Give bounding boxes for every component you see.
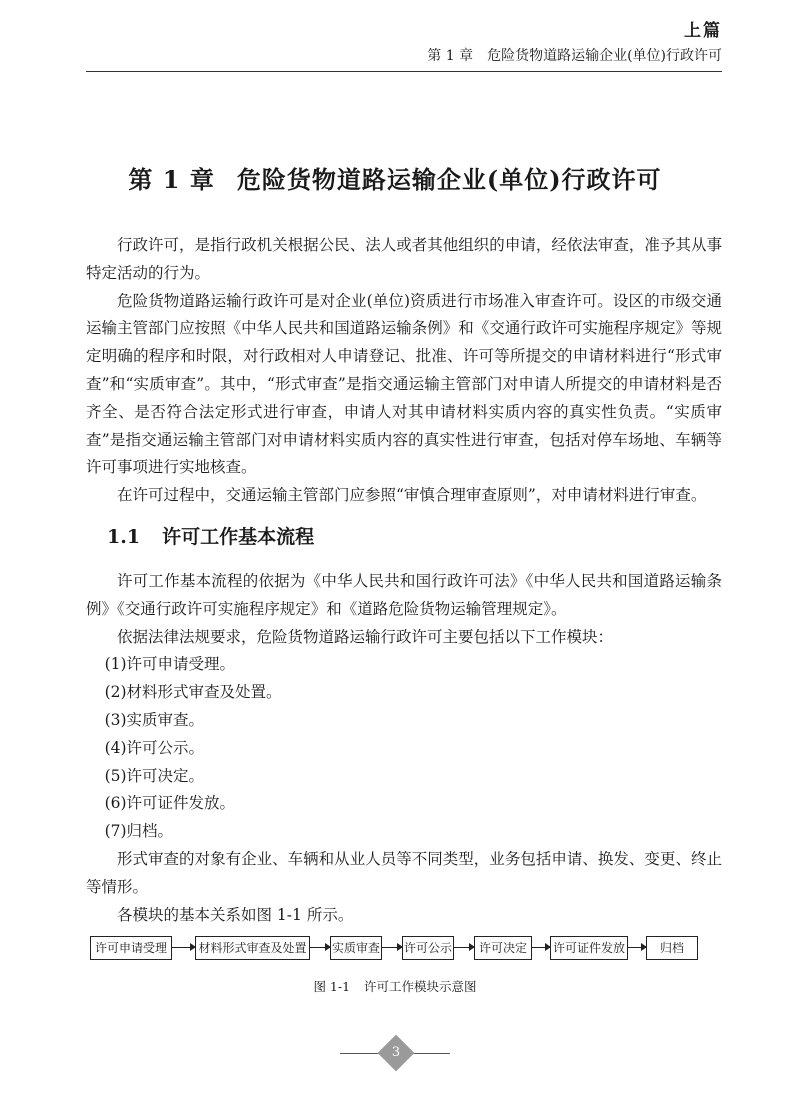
list-item: (2)材料形式审查及处置。	[104, 683, 282, 702]
flow-step-box: 许可公示	[402, 936, 454, 960]
paragraph: 许可工作基本流程的依据为《中华人民共和国行政许可法》《中华人民共和国道路运输条例》《交通行政许可实施程序规定》和《道路危险货物运输管理规定》。	[86, 572, 722, 618]
chapter-title-text: 危险货物道路运输企业(单位)行政许可	[236, 165, 662, 194]
part-label: 上篇	[684, 21, 722, 41]
chapter-title	[0, 160, 790, 195]
running-header	[427, 20, 722, 66]
flow-step-box: 归档	[646, 936, 698, 960]
list-item: (4)许可公示。	[104, 738, 205, 757]
figure-caption	[0, 977, 790, 995]
list-item: (5)许可决定。	[104, 766, 205, 785]
flow-step-box: 实质审查	[330, 936, 382, 960]
list-item: (3)实质审查。	[104, 710, 205, 729]
paragraph: 形式审查的对象有企业、车辆和从业人员等不同类型，业务包括申请、换发、变更、终止等情形。	[86, 849, 722, 896]
flow-arrow	[628, 947, 646, 948]
flow-arrow	[172, 947, 195, 948]
page-number: 3	[391, 1045, 401, 1060]
section-title: 许可工作基本流程	[162, 526, 315, 548]
header-chapter-reference: 第 1 章 危险货物道路运输企业(单位)行政许可	[427, 48, 722, 64]
section-heading	[107, 522, 314, 549]
paragraph: 各模块的基本关系如图 1-1 所示。	[117, 905, 354, 924]
module-flow-diagram	[90, 936, 700, 966]
list-item: (1)许可申请受理。	[104, 655, 236, 674]
chapter-number: 第 1 章	[128, 165, 215, 194]
intro-text	[86, 232, 722, 510]
paragraph: 危险货物道路运输行政许可是对企业(单位)资质进行市场准入审查许可。设区的市级交通运输主管部门应按照《中华人民共和国道路运输条例》和《交通行政许可实施程序规定》等规定明确的程序和时限，对行政相对人申请登记、批准、许可等所提交的申请材料进行“形式审查”和“实质审查”。其中，“形式审查”是指交通运输主管部门对申请人所提交的申请材料是否齐全、是否符合法定形式进行审查，申请人对其申请材料实质内容的真实性负责。“实质审查”是指交通运输主管部门对申请材料实质内容的真实性进行审查，包括对停车场地、车辆等许可事项进行实地核查。	[86, 291, 722, 477]
list-item: (6)许可证件发放。	[104, 794, 236, 813]
header-rule	[86, 71, 722, 72]
paragraph: 在许可过程中，交通运输主管部门应参照“审慎合理审查原则”，对申请材料进行审查。	[117, 486, 707, 505]
flow-step-box: 许可证件发放	[550, 936, 628, 960]
section-text	[86, 568, 722, 929]
flow-step-box: 许可申请受理	[90, 936, 172, 960]
figure-number: 图 1-1	[313, 979, 351, 994]
flow-arrow	[310, 947, 330, 948]
footer-rule-left	[340, 1053, 382, 1054]
paragraph: 依据法律法规要求，危险货物道路运输行政许可主要包括以下工作模块：	[117, 627, 614, 646]
flow-arrow	[532, 947, 550, 948]
flow-arrow	[454, 947, 474, 948]
paragraph: 行政许可，是指行政机关根据公民、法人或者其他组织的申请，经依法审查，准予其从事特定活动的行为。	[86, 236, 722, 282]
footer-rule-right	[410, 1053, 450, 1054]
flow-arrow	[382, 947, 402, 948]
flow-step-box: 材料形式审查及处置	[195, 936, 310, 960]
flow-step-box: 许可决定	[474, 936, 532, 960]
section-number: 1.1	[107, 526, 141, 548]
figure-caption-text: 许可工作模块示意图	[364, 979, 477, 994]
list-item: (7)归档。	[104, 822, 174, 841]
